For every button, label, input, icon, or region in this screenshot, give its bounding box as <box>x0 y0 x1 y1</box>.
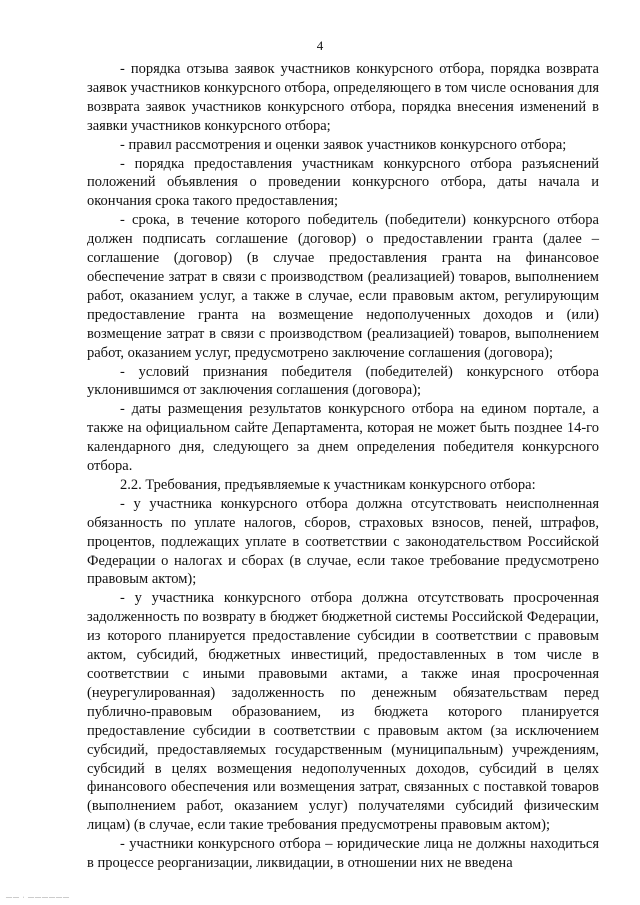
paragraph-reorganization: - участники конкурсного отбора – юридические лица не должны находиться в процессе реорганизации, ликвидации, в отношении них не введена <box>87 836 599 872</box>
page-number: 4 <box>316 38 324 53</box>
paragraph-evaluation-rules: - правил рассмотрения и оценки заявок участников конкурсного отбора; <box>120 136 567 153</box>
footer-marks: —— · —————— <box>6 895 70 901</box>
paragraph-clarifications: - порядка предоставления участникам конкурсного отбора разъяснений положений объявления о проведении конкурсного отбора, даты начала и окончания срока такого предоставления; <box>87 155 599 210</box>
paragraph-evasion-conditions: - условий признания победителя (победителей) конкурсного отбора уклонившимся от заключения соглашения (договора); <box>87 363 599 399</box>
section-heading-requirements: 2.2. Требования, предъявляемые к участникам конкурсного отбора: <box>120 476 536 493</box>
paragraph-overdue-debt: - у участника конкурсного отбора должна отсутствовать просроченная задолженность по возврату в бюджет бюджетной системы Российской Федерации, из которого планируется предоставление субсидии в соответствии с правовым актом, субсидий, бюджетных инвестиций, предоставленных в том числе в соответствии с иными правовыми актами, а также иная просроченная (неурегулированная) задолженность по денежным обязательствам перед публично-правовым образованием, из бюджета которого планируется предоставление субсидии в соответствии с правовым актом (за исключением субсидий, предоставляемых государственным (муниципальным) учреждениям, субсидий в целях возмещения недополученных доходов, субсидий в целях финансового обеспечения или возмещения затрат, связанных с поставкой товаров (выполнением работ, оказанием услуг) получателями субсидий физическим лицам) (в случае, если такие требования предусмотрены правовым актом); <box>87 590 599 834</box>
document-body <box>87 60 599 873</box>
paragraph-tax-obligations: - у участника конкурсного отбора должна отсутствовать неисполненная обязанность по уплате налогов, сборов, страховых взносов, пеней, штрафов, процентов, подлежащих уплате в соответствии с законодательством Российской Федерации о налогах и сборах (в случае, если такое требование предусмотрено правовым актом); <box>87 495 599 588</box>
paragraph-withdrawal-procedure: - порядка отзыва заявок участников конкурсного отбора, порядка возврата заявок участников конкурсного отбора, определяющего в том числе основания для возврата заявок участников конкурсного отбора, порядка внесения изменений в заявки участников конкурсного отбора; <box>87 61 599 134</box>
paragraph-results-publication: - даты размещения результатов конкурсного отбора на едином портале, а также на официальном сайте Департамента, которая не может быть позднее 14-го календарного дня, следующего за днем определения победителя конкурсного отбора. <box>87 401 599 475</box>
paragraph-agreement-deadline: - срока, в течение которого победитель (победители) конкурсного отбора должен подписать соглашение (договор) о предоставлении гранта (далее – соглашение (договор) (в случае предоставления гранта на финансовое обеспечение затрат в связи с производством (реализацией) товаров, выполнением работ, оказанием услуг, а также в случае, если правовым актом, регулирующим предоставление гранта на возмещение недополученных доходов и (или) возмещение затрат в связи с производством (реализацией) товаров, выполнением работ, оказанием услуг, предусмотрено заключение соглашения (договора); <box>87 212 599 361</box>
